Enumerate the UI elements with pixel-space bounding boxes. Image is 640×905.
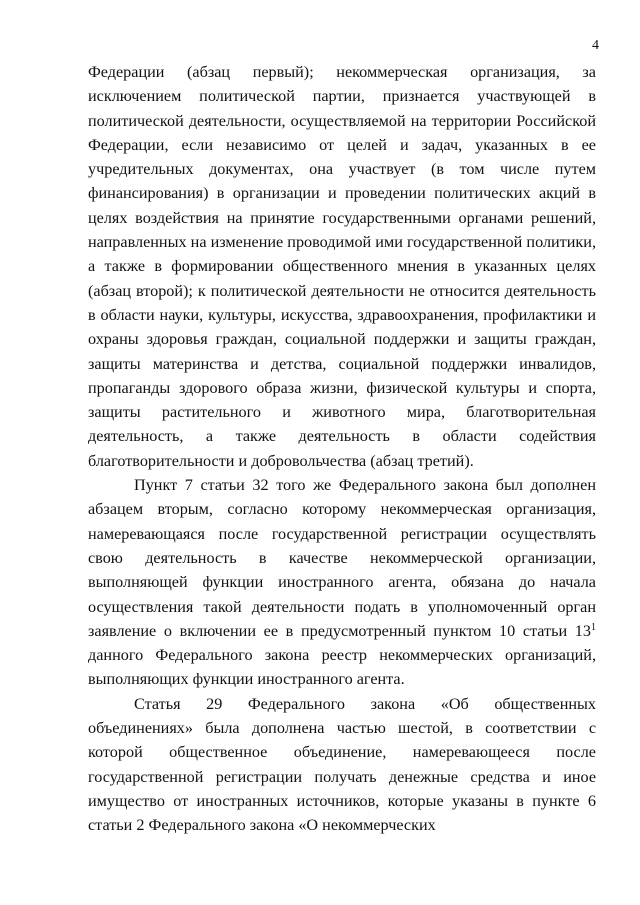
paragraph-article-29: Статья 29 Федерального закона «Об общественных объединениях» была дополнена частью шестой, в соответствии с которой общественное объединение, намеревающееся после государственной регистрации получать денежные средства и иное имущество от иностранных источников, которые указаны в пункте 6 статьи 2 Федерального закона «О некоммерческих xyxy=(88,694,596,835)
page-number: 4 xyxy=(592,38,599,53)
superscript-marker: 1 xyxy=(591,621,596,633)
paragraph-text-before: Пункт 7 статьи 32 того же Федерального закона был дополнен абзацем вторым, согласно которому некоммерческая организация, намеревающаяся после государственной регистрации осуществлять свою деятельность в качестве некоммерческой организации, выполняющей функции иностранного агента, обязана до начала осуществления такой деятельности подать в уполномоченный орган заявление о включении ее в предусмотренный пунктом 10 статьи 13 xyxy=(88,476,596,640)
document-body xyxy=(88,60,596,838)
paragraph-article-32 xyxy=(88,473,596,692)
paragraph-continuation: Федерации (абзац первый); некоммерческая организация, за исключением политической партии, признается участвующей в политической деятельности, осуществляемой на территории Российской Федерации, если независимо от целей и задач, указанных в ее учредительных документах, она участвует (в том числе путем финансирования) в организации и проведении политических акций в целях воздействия на принятие государственными органами решений, направленных на изменение проводимой ими государственной политики, а также в формировании общественного мнения в указанных целях (абзац второй); к политической деятельности не относится деятельность в области науки, культуры, искусства, здравоохранения, профилактики и охраны здоровья граждан, социальной поддержки и защиты граждан, защиты материнства и детства, социальной поддержки инвалидов, пропаганды здорового образа жизни, физической культуры и спорта, защиты растительного и животного мира, благотворительная деятельность, а также деятельность в области содействия благотворительности и добровольчества (абзац третий). xyxy=(88,63,596,470)
paragraph-text-after: данного Федерального закона реестр некоммерческих организаций, выполняющих функции иностранного агента. xyxy=(88,646,596,689)
